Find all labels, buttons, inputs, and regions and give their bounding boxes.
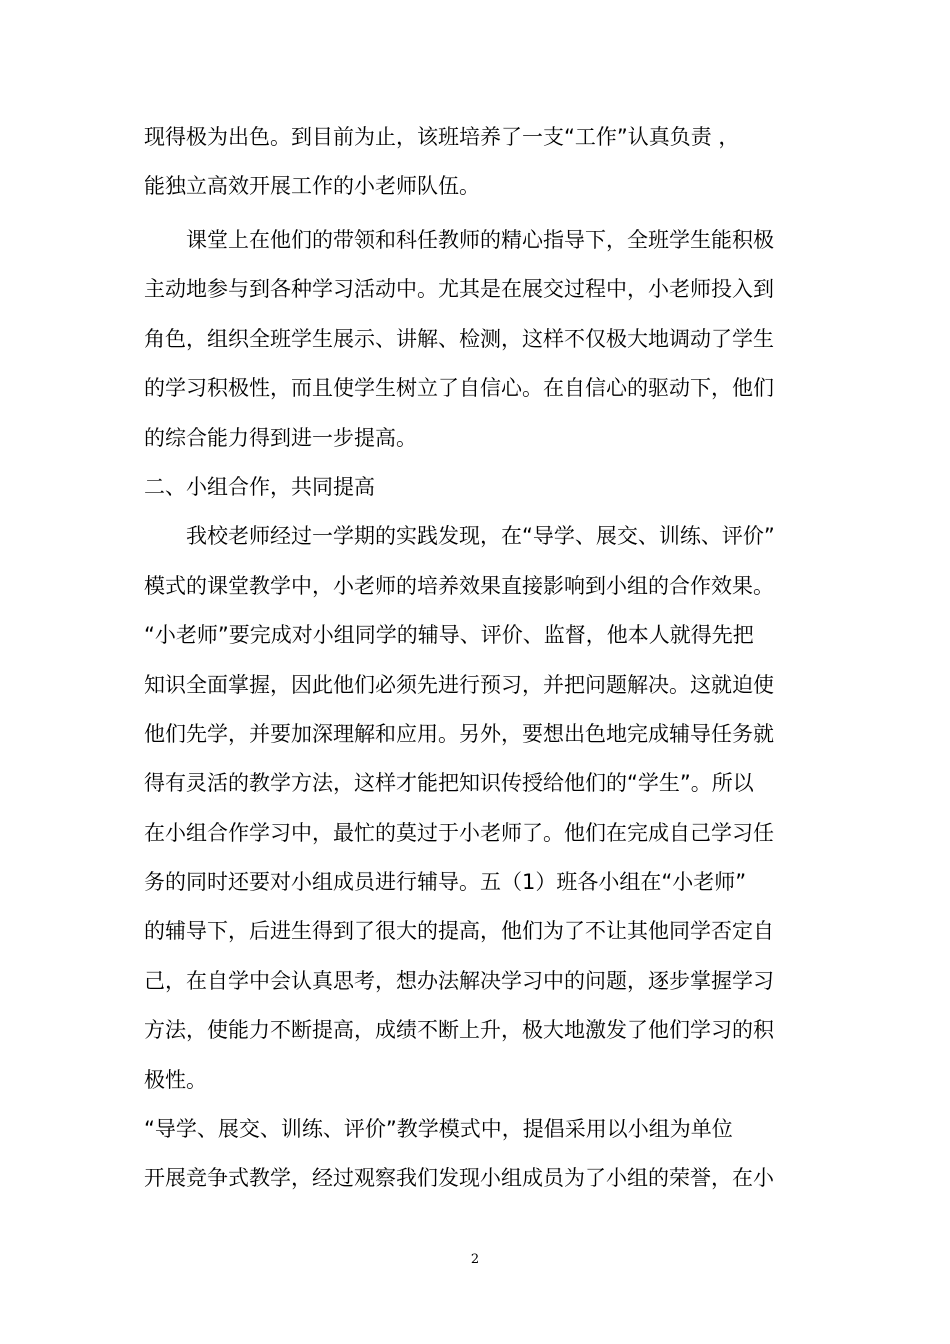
text-line: 开展竞争式教学，经过观察我们发现小组成员为了小组的荣誉，在小 bbox=[144, 1166, 774, 1190]
text-line: 主动地参与到各种学习活动中。尤其是在展交过程中，小老师投入到 bbox=[144, 277, 774, 301]
text-line: 课堂上在他们的带领和科任教师的精心指导下，全班学生能积极 bbox=[144, 228, 774, 252]
text-line: 极性。 bbox=[144, 1068, 207, 1092]
text-line: 知识全面掌握，因此他们必须先进行预习，并把问题解决。这就迫使 bbox=[144, 673, 774, 697]
text-line: 的辅导下，后进生得到了很大的提高，他们为了不让其他同学否定自 bbox=[144, 919, 774, 943]
text-line: 得有灵活的教学方法，这样才能把知识传授给他们的“学生”。所以 bbox=[144, 771, 754, 795]
text-line: 我校老师经过一学期的实践发现，在“导学、展交、训练、评价” bbox=[144, 524, 775, 548]
text-line: 他们先学，并要加深理解和应用。另外，要想出色地完成辅导任务就 bbox=[144, 722, 774, 746]
text-line: 模式的课堂教学中，小老师的培养效果直接影响到小组的合作效果。 bbox=[144, 574, 774, 598]
text-line: 在小组合作学习中，最忙的莫过于小老师了。他们在完成自己学习任 bbox=[144, 821, 774, 845]
text-line: 现得极为出色。到目前为止，该班培养了一支“工作”认真负责 ， bbox=[144, 125, 740, 149]
text-line: 务的同时还要对小组成员进行辅导。五（1）班各小组在“小老师” bbox=[144, 870, 747, 894]
text-line: 的综合能力得到进一步提高。 bbox=[144, 426, 417, 450]
section-heading: 二、小组合作，共同提高 bbox=[144, 475, 375, 499]
text-line: “小老师”要完成对小组同学的辅导、评价、监督，他本人就得先把 bbox=[144, 623, 754, 647]
text-line: “导学、展交、训练、评价”教学模式中，提倡采用以小组为单位 bbox=[144, 1117, 733, 1141]
page-number: 2 bbox=[470, 1252, 480, 1267]
text-line: 己，在自学中会认真思考，想办法解决学习中的问题，逐步掌握学习 bbox=[144, 969, 774, 993]
text-line: 角色，组织全班学生展示、讲解、检测，这样不仅极大地调动了学生 bbox=[144, 327, 774, 351]
text-line: 的学习积极性，而且使学生树立了自信心。在自信心的驱动下，他们 bbox=[144, 376, 774, 400]
text-line: 能独立高效开展工作的小老师队伍。 bbox=[144, 174, 480, 198]
text-line: 方法，使能力不断提高，成绩不断上升，极大地激发了他们学习的积 bbox=[144, 1018, 774, 1042]
